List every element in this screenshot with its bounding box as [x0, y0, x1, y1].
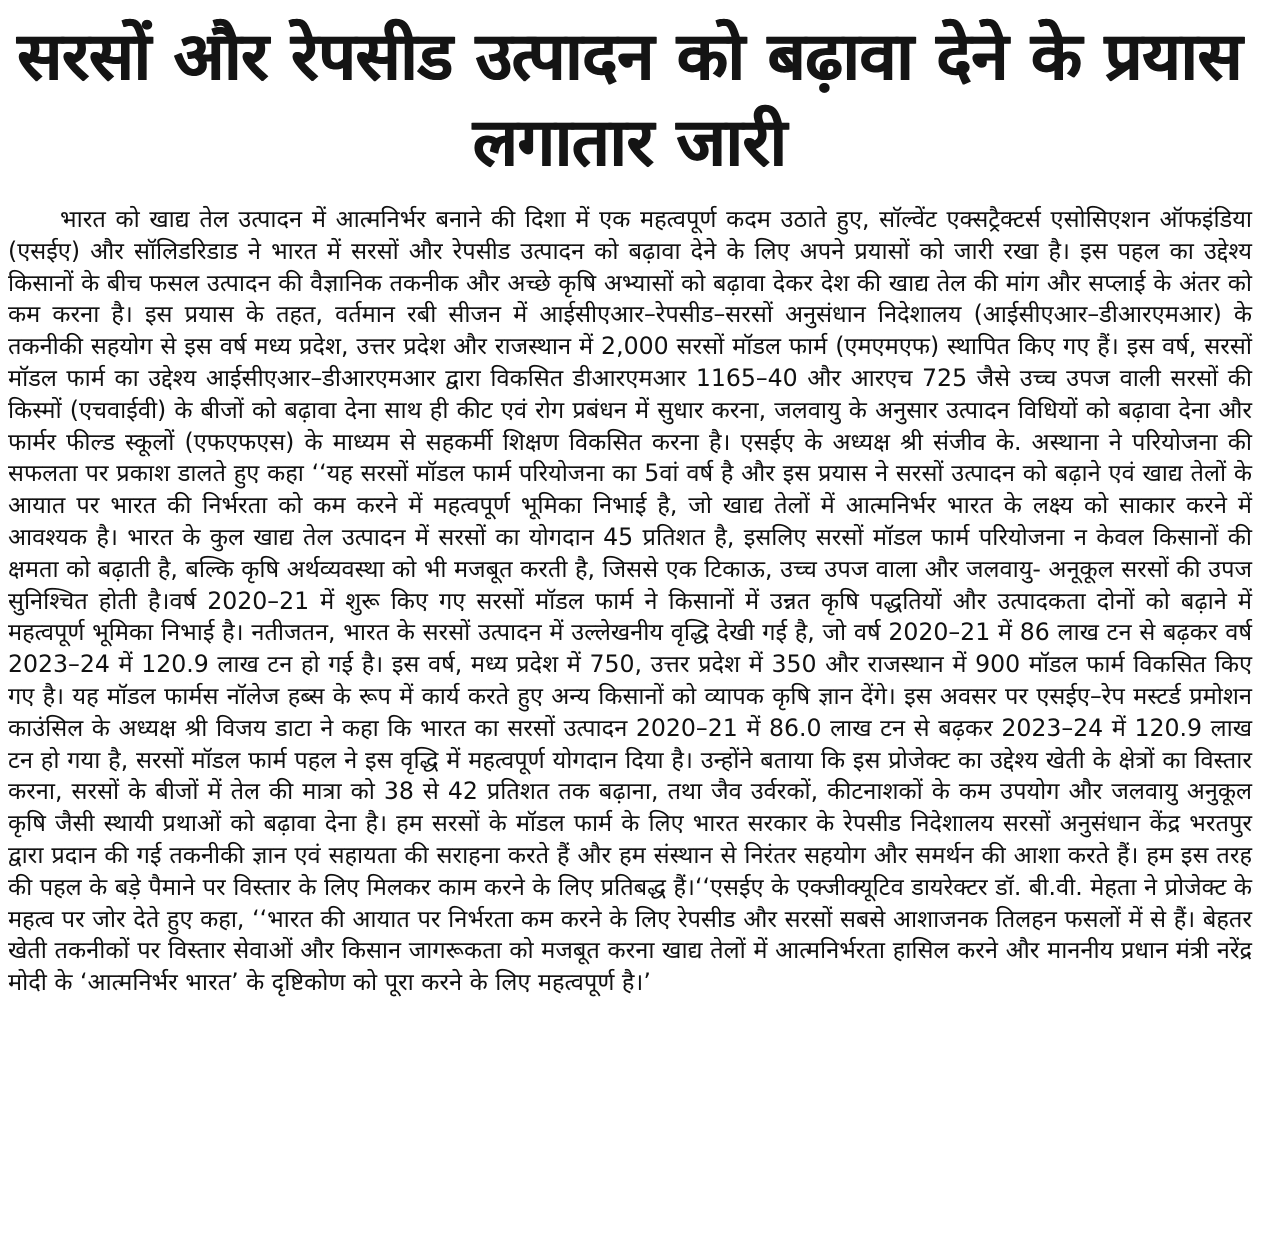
article-body: भारत को खाद्य तेल उत्पादन में आत्मनिर्भर बनाने की दिशा में एक महत्वपूर्ण कदम उठाते हुए, सॉल्वेंट एक्सट्रैक्टर्स एसोसिएशन ऑफइंडिया (एसईए) और सॉलिडरिडाड ने भारत में सरसों और रेपसीड उत्पादन को बढ़ावा देने के लिए अपने प्रयासों को जारी रखा है। इस पहल का उद्देश्य किसानों के बीच फसल उत्पादन की वैज्ञानिक तकनीक और अच्छे कृषि अभ्यासों को बढ़ावा देकर देश की खाद्य तेल की मांग और सप्लाई के अंतर को कम करना है। इस प्रयास के तहत, वर्तमान रबी सीजन में आईसीएआर–रेपसीड–सरसों अनुसंधान निदेशालय (आईसीएआर–डीआरएमआर) के तकनीकी सहयोग से इस वर्ष मध्य प्रदेश, उत्तर प्रदेश और राजस्थान में 2,000 सरसों मॉडल फार्म (एमएमएफ) स्थापित किए गए हैं। इस वर्ष, सरसों मॉडल फार्म का उद्देश्य आईसीएआर–डीआरएमआर द्वारा विकसित डीआरएमआर 1165–40 और आरएच 725 जैसे उच्च उपज वाली सरसों की किस्मों (एचवाईवी) के बीजों को बढ़ावा देना साथ ही कीट एवं रोग प्रबंधन में सुधार करना, जलवायु के अनुसार उत्पादन विधियों को बढ़ावा देना और फार्मर फील्ड स्कूलों (एफएफएस) के माध्यम से सहकर्मी शिक्षण विकसित करना है। एसईए के अध्यक्ष श्री संजीव के. अस्थाना ने परियोजना की सफलता पर प्रकाश डालते हुए कहा ‘‘यह सरसों मॉडल फार्म परियोजना का 5वां वर्ष है और इस प्रयास ने सरसों उत्पादन को बढ़ाने एवं खाद्य तेलों के आयात पर भारत की निर्भरता को कम करने में महत्वपूर्ण भूमिका निभाई है, जो खाद्य तेलों में आत्मनिर्भर भारत के लक्ष्य को साकार करने में आवश्यक है। भारत के कुल खाद्य तेल उत्पादन में सरसों का योगदान 45 प्रतिशत है, इसलिए सरसों मॉडल फार्म परियोजना न केवल किसानों की क्षमता को बढ़ाती है, बल्कि कृषि अर्थव्यवस्था को भी मजबूत करती है, जिससे एक टिकाऊ, उच्च उपज वाला और जलवायु- अनूकूल सरसों की उपज सुनिश्चित होती है।वर्ष 2020–21 में शुरू किए गए सरसों मॉडल फार्म ने किसानों में उन्नत कृषि पद्धतियों और उत्पादकता दोनों को बढ़ाने में महत्वपूर्ण भूमिका निभाई है। नतीजतन, भारत के सरसों उत्पादन में उल्लेखनीय वृद्धि देखी गई है, जो वर्ष 2020–21 में 86 लाख टन से बढ़कर वर्ष 2023–24 में 120.9 लाख टन हो गई है। इस वर्ष, मध्य प्रदेश में 750, उत्तर प्रदेश में 350 और राजस्थान में 900 मॉडल फार्म विकसित किए गए है। यह मॉडल फार्मस नॉलेज हब्स के रूप में कार्य करते हुए अन्य किसानों को व्यापक कृषि ज्ञान देंगे। इस अवसर पर एसईए–रेप मस्टर्ड प्रमोशन काउंसिल के अध्यक्ष श्री विजय डाटा ने कहा कि भारत का सरसों उत्पादन 2020–21 में 86.0 लाख टन से बढ़कर 2023–24 में 120.9 लाख टन हो गया है, सरसों मॉडल फार्म पहल ने इस वृद्धि में महत्वपूर्ण योगदान दिया है। उन्होंने बताया कि इस प्रोजेक्ट का उद्देश्य खेती के क्षेत्रों का विस्तार करना, सरसों के बीजों में तेल की मात्रा को 38 से 42 प्रतिशत तक बढ़ाना, तथा जैव उर्वरकों, कीटनाशकों के कम उपयोग और जलवायु अनुकूल कृषि जैसी स्थायी प्रथाओं को बढ़ावा देना है। हम सरसों के मॉडल फार्म के लिए भारत सरकार के रेपसीड निदेशालय सरसों अनुसंधान केंद्र भरतपुर द्वारा प्रदान की गई तकनीकी ज्ञान एवं सहायता की सराहना करते हैं और हम संस्थान से निरंतर सहयोग और समर्थन की आशा करते हैं। हम इस तरह की पहल के बड़े पैमाने पर विस्तार के लिए मिलकर काम करने के लिए प्रतिबद्ध हैं।‘‘एसईए के एक्जीक्यूटिव डायरेक्टर डॉ. बी.वी. मेहता ने प्रोजेक्ट के महत्व पर जोर देते हुए कहा, ‘‘भारत की आयात पर निर्भरता कम करने के लिए रेपसीड और सरसों सबसे आशाजनक तिलहन फसलों में से हैं। बेहतर खेती तकनीकों पर विस्तार सेवाओं और किसान जागरूकता को मजबूत करना खाद्य तेलों में आत्मनिर्भरता हासिल करने और माननीय प्रधान मंत्री नरेंद्र मोदी के ‘आत्मनिर्भर भारत’ के दृष्टिकोण को पूरा करने के लिए महत्वपूर्ण है।’	[8, 205, 1252, 997]
article-headline: सरसों और रेपसीड उत्पादन को बढ़ावा देने के प्रयास लगातार जारी	[17, 18, 1243, 181]
article-body-container	[8, 204, 1252, 999]
